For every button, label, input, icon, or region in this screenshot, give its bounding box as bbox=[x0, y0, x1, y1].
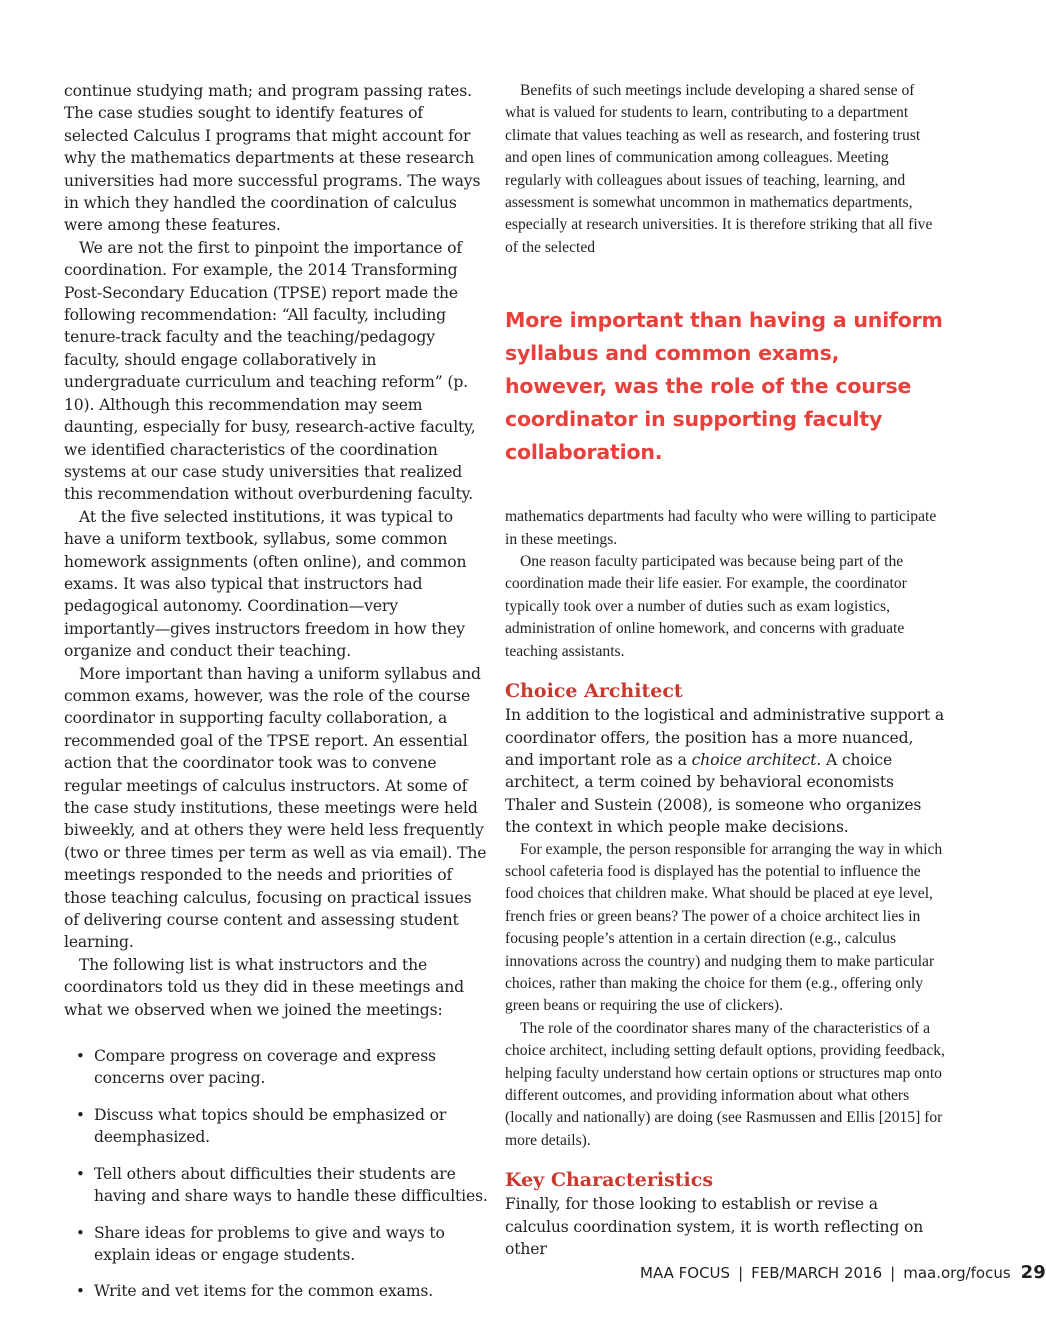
paragraph: We are not the first to pinpoint the importance of coordination. For example, the 2014 Transforming Post-Secondary Education (TPSE) report made the following recommendation: “All faculty, including tenure-track faculty and the teaching/pedagogy faculty, should engage collaboratively in undergraduate curriculum and teaching reform” (p. 10). Although this recommendation may seem daunting, especially for busy, research-active faculty, we identified characteristics of the coordination systems at our case study universities that realized this recommendation without overburdening faculty. bbox=[64, 238, 476, 504]
paragraph: At the five selected institutions, it was typical to have a uniform textbook, syllabus, some common homework assignments (often online), and common exams. It was also typical that instructors had pedagogical autonomy. Coordination—very importantly—gives instructors freedom in how they organize and conduct their teaching. bbox=[64, 507, 467, 661]
paragraph: continue studying math; and program passing rates. The case studies sought to identify features of selected Calculus I programs that might account for why the mathematics departments at these research universities had more successful programs. The ways in which they handled the coordination of calculus were among these features. bbox=[64, 82, 481, 235]
page-number: 29 bbox=[1020, 1262, 1046, 1283]
bullet-icon: • bbox=[76, 1047, 85, 1066]
paragraph: The role of the coordinator shares many of the characteristics of a choice architect, including setting default options, providing feedback, helping faculty understand how certain options or structures map onto different outcomes, and providing information about what others (locally and nationally) are doing (see Rasmussen and Ellis [2015] for more details). bbox=[505, 1019, 945, 1149]
issue-date: FEB/MARCH 2016 bbox=[751, 1264, 883, 1282]
list-item-text: Compare progress on coverage and express concerns over pacing. bbox=[94, 1047, 436, 1088]
bullet-icon: • bbox=[76, 1164, 85, 1183]
text-run: . A choice architect, a term coined by behavioral economists Thaler and Sustein (2008), is someone who organizes the context in which people make decisions. bbox=[505, 750, 922, 837]
paragraph bbox=[505, 704, 945, 838]
list-item bbox=[64, 1222, 489, 1267]
list-item bbox=[64, 1104, 489, 1149]
bullet-icon: • bbox=[76, 1223, 85, 1242]
separator: | bbox=[738, 1264, 744, 1282]
list-item bbox=[64, 1163, 489, 1208]
paragraph: mathematics departments had faculty who were willing to participate in these meetings. bbox=[505, 508, 937, 548]
separator: | bbox=[890, 1264, 896, 1282]
page-footer bbox=[640, 1262, 1046, 1283]
paragraph: One reason faculty participated was because being part of the coordination made their life easier. For example, the coordinator typically took over a number of duties such as exam logistics, administration of online homework, and concerns with graduate teaching assistants. bbox=[505, 553, 907, 660]
right-column bbox=[505, 80, 945, 1260]
list-item-text: Discuss what topics should be emphasized or deemphasized. bbox=[94, 1105, 447, 1147]
list-item-text: Write and vet items for the common exams. bbox=[94, 1282, 434, 1301]
paragraph: For example, the person responsible for arranging the way in which school cafeteria food is displayed has the potential to influence the food choices that children make. What should be placed at eye level, french fries or green beans? The power of a choice architect lies in focusing people’s attention in a certain direction (e.g., calculus innovations across the country) and nudging them to make particular choices, rather than making the choice for them (e.g., offering only green beans or requiring the use of clickers). bbox=[505, 840, 943, 1015]
publication-name: MAA FOCUS bbox=[640, 1264, 731, 1282]
list-item-text: Tell others about difficulties their students are having and share ways to handle these difficulties. bbox=[94, 1164, 488, 1206]
paragraph: The following list is what instructors and the coordinators told us they did in these meetings and what we observed when we joined the meetings: bbox=[64, 955, 465, 1019]
left-column bbox=[64, 80, 489, 1317]
list-item bbox=[64, 1280, 489, 1302]
bullet-icon: • bbox=[76, 1282, 85, 1301]
text-run: In addition to the logistical and administrative support a coordinator offers, the position has a more nuanced, and important role as a bbox=[505, 706, 945, 769]
italic-term: choice architect bbox=[691, 750, 817, 769]
paragraph: Finally, for those looking to establish or revise a calculus coordination system, it is worth reflecting on other bbox=[505, 1195, 924, 1259]
website-url: maa.org/focus bbox=[903, 1264, 1011, 1282]
bullet-icon: • bbox=[76, 1105, 85, 1124]
list-item bbox=[64, 1045, 489, 1090]
paragraph: More important than having a uniform syllabus and common exams, however, was the role of the course coordinator in supporting faculty collaboration, a recommended goal of the TPSE report. An essential action that the coordinator took was to convene regular meetings of calculus instructors. At some of the case study institutions, these meetings were held biweekly, and at others they were held less frequently (two or three times per term as well as via email). The meetings responded to the needs and priorities of those teaching calculus, focusing on practical issues of delivering course content and assessing student learning. bbox=[64, 664, 487, 952]
paragraph: Benefits of such meetings include developing a shared sense of what is valued for students to learn, contributing to a department climate that values teaching as well as research, and fostering trust and open lines of communication among colleagues. Meeting regularly with colleagues about issues of teaching, learning, and assessment is somewhat uncommon in mathematics departments, especially at research universities. It is therefore striking that all five of the selected bbox=[505, 82, 933, 256]
section-heading-key-characteristics: Key Characteristics bbox=[505, 1169, 714, 1192]
pull-quote: More important than having a uniform syllabus and common exams, however, was the role of the course coordinator in supporting faculty collaboration. bbox=[505, 308, 943, 465]
bullet-list bbox=[64, 1045, 489, 1303]
section-heading-choice-architect: Choice Architect bbox=[505, 680, 683, 703]
list-item-text: Share ideas for problems to give and ways to explain ideas or engage students. bbox=[94, 1223, 445, 1264]
